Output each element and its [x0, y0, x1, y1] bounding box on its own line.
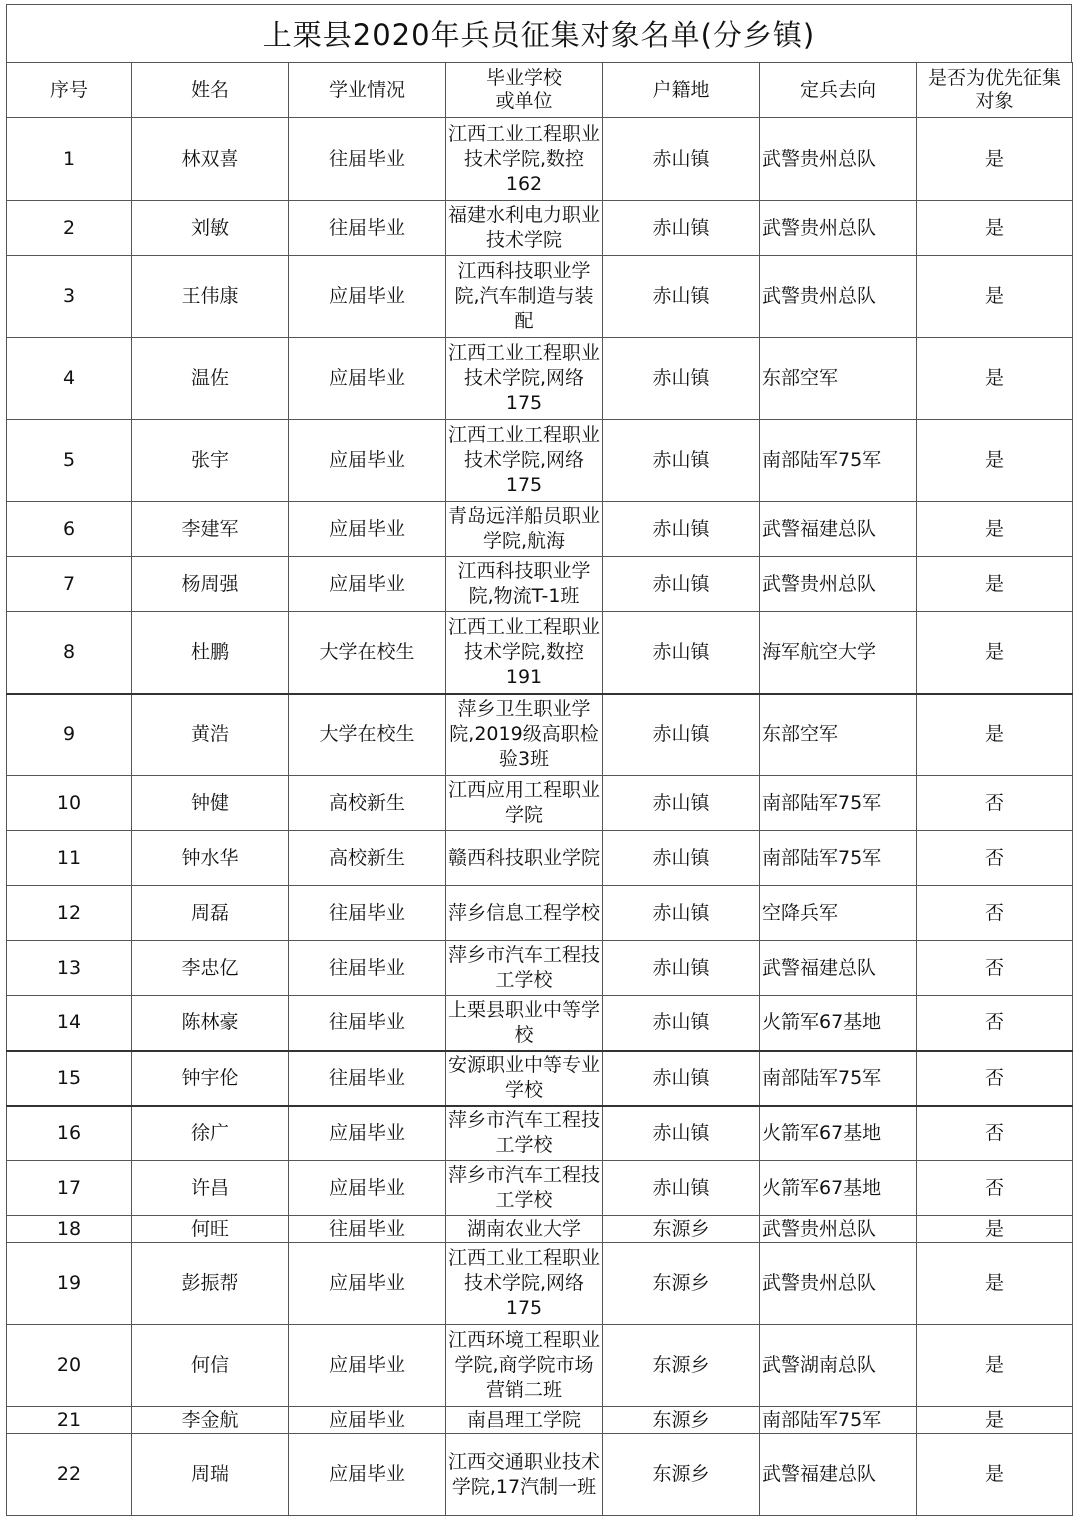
table-header — [7, 63, 1073, 118]
cell-school: 江西工业工程职业技术学院,网络175 — [446, 420, 603, 502]
cell-hukou: 赤山镇 — [603, 612, 760, 694]
header-no: 序号 — [7, 63, 132, 118]
cell-school: 萍乡市汽车工程技工学校 — [446, 1106, 603, 1161]
cell-hukou: 赤山镇 — [603, 338, 760, 420]
cell-hukou: 赤山镇 — [603, 256, 760, 338]
cell-name: 林双喜 — [132, 118, 289, 201]
cell-school: 萍乡卫生职业学院,2019级高职检验3班 — [446, 694, 603, 776]
cell-name: 温佐 — [132, 338, 289, 420]
cell-school: 南昌理工学院 — [446, 1407, 603, 1434]
cell-status: 应届毕业 — [289, 502, 446, 557]
cell-hukou: 东源乡 — [603, 1243, 760, 1325]
cell-priority: 是 — [917, 338, 1073, 420]
cell-school: 江西工业工程职业技术学院,网络175 — [446, 338, 603, 420]
cell-priority: 是 — [917, 1243, 1073, 1325]
cell-priority: 是 — [917, 1434, 1073, 1516]
cell-priority: 否 — [917, 1051, 1073, 1106]
cell-name: 周磊 — [132, 886, 289, 941]
table-row — [7, 1434, 1073, 1516]
cell-dest: 武警福建总队 — [760, 941, 917, 996]
cell-school: 萍乡市汽车工程技工学校 — [446, 1161, 603, 1216]
cell-no: 19 — [7, 1243, 132, 1325]
table-row — [7, 502, 1073, 557]
cell-no: 22 — [7, 1434, 132, 1516]
cell-name: 周瑞 — [132, 1434, 289, 1516]
table-row — [7, 201, 1073, 256]
cell-no: 6 — [7, 502, 132, 557]
cell-no: 14 — [7, 996, 132, 1051]
cell-name: 何旺 — [132, 1216, 289, 1243]
cell-school: 江西科技职业学院,汽车制造与装配 — [446, 256, 603, 338]
cell-hukou: 赤山镇 — [603, 1161, 760, 1216]
table-row — [7, 886, 1073, 941]
cell-no: 11 — [7, 831, 132, 886]
cell-status: 往届毕业 — [289, 1216, 446, 1243]
roster-sheet — [6, 4, 1072, 1516]
cell-status: 往届毕业 — [289, 118, 446, 201]
cell-school: 江西交通职业技术学院,17汽制一班 — [446, 1434, 603, 1516]
cell-name: 李忠亿 — [132, 941, 289, 996]
cell-dest: 武警贵州总队 — [760, 557, 917, 612]
cell-school: 福建水利电力职业技术学院 — [446, 201, 603, 256]
cell-hukou: 赤山镇 — [603, 1106, 760, 1161]
cell-name: 黄浩 — [132, 694, 289, 776]
cell-hukou: 赤山镇 — [603, 201, 760, 256]
cell-status: 应届毕业 — [289, 1434, 446, 1516]
cell-no: 4 — [7, 338, 132, 420]
cell-status: 高校新生 — [289, 831, 446, 886]
cell-name: 钟健 — [132, 776, 289, 831]
cell-name: 王伟康 — [132, 256, 289, 338]
cell-status: 大学在校生 — [289, 694, 446, 776]
cell-dest: 武警贵州总队 — [760, 1216, 917, 1243]
table-row — [7, 694, 1073, 776]
cell-hukou: 赤山镇 — [603, 886, 760, 941]
cell-name: 张宇 — [132, 420, 289, 502]
cell-priority: 否 — [917, 831, 1073, 886]
cell-status: 高校新生 — [289, 776, 446, 831]
cell-priority: 是 — [917, 502, 1073, 557]
cell-name: 彭振帮 — [132, 1243, 289, 1325]
header-name: 姓名 — [132, 63, 289, 118]
cell-priority: 是 — [917, 557, 1073, 612]
cell-status: 应届毕业 — [289, 1243, 446, 1325]
cell-hukou: 东源乡 — [603, 1407, 760, 1434]
table-row — [7, 1325, 1073, 1407]
cell-no: 16 — [7, 1106, 132, 1161]
cell-dest: 南部陆军75军 — [760, 1051, 917, 1106]
table-row — [7, 1106, 1073, 1161]
cell-status: 应届毕业 — [289, 1407, 446, 1434]
cell-school: 青岛远洋船员职业学院,航海 — [446, 502, 603, 557]
cell-no: 12 — [7, 886, 132, 941]
cell-dest: 海军航空大学 — [760, 612, 917, 694]
table-row — [7, 1407, 1073, 1434]
cell-status: 应届毕业 — [289, 338, 446, 420]
cell-name: 杜鹏 — [132, 612, 289, 694]
table-body — [7, 118, 1073, 1516]
cell-name: 何信 — [132, 1325, 289, 1407]
cell-hukou: 赤山镇 — [603, 941, 760, 996]
table-row — [7, 612, 1073, 694]
cell-dest: 东部空军 — [760, 338, 917, 420]
cell-school: 江西应用工程职业学院 — [446, 776, 603, 831]
cell-priority: 否 — [917, 886, 1073, 941]
cell-dest: 东部空军 — [760, 694, 917, 776]
cell-dest: 武警福建总队 — [760, 502, 917, 557]
cell-status: 应届毕业 — [289, 557, 446, 612]
cell-priority: 是 — [917, 420, 1073, 502]
cell-hukou: 东源乡 — [603, 1325, 760, 1407]
cell-no: 5 — [7, 420, 132, 502]
cell-dest: 武警贵州总队 — [760, 256, 917, 338]
cell-dest: 南部陆军75军 — [760, 776, 917, 831]
cell-name: 刘敏 — [132, 201, 289, 256]
cell-dest: 南部陆军75军 — [760, 420, 917, 502]
roster-table — [6, 62, 1073, 1516]
cell-name: 陈林豪 — [132, 996, 289, 1051]
cell-hukou: 东源乡 — [603, 1434, 760, 1516]
table-row — [7, 1243, 1073, 1325]
cell-status: 大学在校生 — [289, 612, 446, 694]
cell-dest: 火箭军67基地 — [760, 996, 917, 1051]
cell-school: 上栗县职业中等学校 — [446, 996, 603, 1051]
cell-no: 20 — [7, 1325, 132, 1407]
cell-no: 13 — [7, 941, 132, 996]
cell-name: 李建军 — [132, 502, 289, 557]
cell-no: 8 — [7, 612, 132, 694]
cell-priority: 是 — [917, 1216, 1073, 1243]
cell-dest: 南部陆军75军 — [760, 1407, 917, 1434]
cell-priority: 是 — [917, 201, 1073, 256]
cell-school: 江西科技职业学院,物流T-1班 — [446, 557, 603, 612]
cell-dest: 武警贵州总队 — [760, 201, 917, 256]
cell-status: 往届毕业 — [289, 1051, 446, 1106]
cell-no: 1 — [7, 118, 132, 201]
table-row — [7, 941, 1073, 996]
cell-no: 2 — [7, 201, 132, 256]
cell-school: 江西工业工程职业技术学院,网络175 — [446, 1243, 603, 1325]
cell-no: 9 — [7, 694, 132, 776]
cell-priority: 否 — [917, 996, 1073, 1051]
cell-no: 17 — [7, 1161, 132, 1216]
cell-priority: 否 — [917, 1161, 1073, 1216]
cell-hukou: 赤山镇 — [603, 996, 760, 1051]
cell-no: 15 — [7, 1051, 132, 1106]
cell-status: 应届毕业 — [289, 256, 446, 338]
header-row — [7, 63, 1073, 118]
cell-hukou: 赤山镇 — [603, 420, 760, 502]
cell-status: 往届毕业 — [289, 996, 446, 1051]
cell-priority: 是 — [917, 1325, 1073, 1407]
cell-no: 21 — [7, 1407, 132, 1434]
cell-no: 18 — [7, 1216, 132, 1243]
table-row — [7, 420, 1073, 502]
cell-hukou: 赤山镇 — [603, 831, 760, 886]
cell-priority: 否 — [917, 776, 1073, 831]
cell-status: 应届毕业 — [289, 1325, 446, 1407]
header-dest: 定兵去向 — [760, 63, 917, 118]
cell-dest: 武警湖南总队 — [760, 1325, 917, 1407]
cell-priority: 否 — [917, 941, 1073, 996]
cell-hukou: 赤山镇 — [603, 557, 760, 612]
cell-status: 应届毕业 — [289, 420, 446, 502]
cell-dest: 武警贵州总队 — [760, 1243, 917, 1325]
cell-name: 杨周强 — [132, 557, 289, 612]
header-status: 学业情况 — [289, 63, 446, 118]
cell-school: 湖南农业大学 — [446, 1216, 603, 1243]
cell-dest: 空降兵军 — [760, 886, 917, 941]
table-row — [7, 1216, 1073, 1243]
cell-status: 往届毕业 — [289, 941, 446, 996]
cell-priority: 是 — [917, 694, 1073, 776]
header-hukou: 户籍地 — [603, 63, 760, 118]
cell-school: 江西工业工程职业技术学院,数控162 — [446, 118, 603, 201]
cell-name: 徐广 — [132, 1106, 289, 1161]
table-row — [7, 1161, 1073, 1216]
cell-no: 7 — [7, 557, 132, 612]
table-row — [7, 996, 1073, 1051]
table-row — [7, 118, 1073, 201]
cell-status: 应届毕业 — [289, 1106, 446, 1161]
cell-priority: 是 — [917, 612, 1073, 694]
cell-hukou: 赤山镇 — [603, 776, 760, 831]
cell-name: 许昌 — [132, 1161, 289, 1216]
cell-priority: 是 — [917, 1407, 1073, 1434]
cell-dest: 南部陆军75军 — [760, 831, 917, 886]
cell-dest: 武警福建总队 — [760, 1434, 917, 1516]
cell-name: 钟宇伦 — [132, 1051, 289, 1106]
cell-dest: 武警贵州总队 — [760, 118, 917, 201]
cell-hukou: 东源乡 — [603, 1216, 760, 1243]
header-priority: 是否为优先征集 对象 — [917, 63, 1073, 118]
cell-name: 李金航 — [132, 1407, 289, 1434]
cell-school: 萍乡市汽车工程技工学校 — [446, 941, 603, 996]
cell-name: 钟水华 — [132, 831, 289, 886]
table-row — [7, 256, 1073, 338]
table-row — [7, 1051, 1073, 1106]
table-row — [7, 831, 1073, 886]
cell-priority: 否 — [917, 1106, 1073, 1161]
cell-school: 江西工业工程职业技术学院,数控191 — [446, 612, 603, 694]
cell-dest: 火箭军67基地 — [760, 1161, 917, 1216]
cell-no: 10 — [7, 776, 132, 831]
page-title: 上栗县2020年兵员征集对象名单(分乡镇) — [6, 4, 1072, 62]
cell-status: 往届毕业 — [289, 886, 446, 941]
cell-status: 往届毕业 — [289, 201, 446, 256]
cell-hukou: 赤山镇 — [603, 1051, 760, 1106]
table-row — [7, 557, 1073, 612]
cell-school: 江西环境工程职业学院,商学院市场营销二班 — [446, 1325, 603, 1407]
cell-status: 应届毕业 — [289, 1161, 446, 1216]
cell-priority: 是 — [917, 118, 1073, 201]
cell-hukou: 赤山镇 — [603, 118, 760, 201]
cell-school: 赣西科技职业学院 — [446, 831, 603, 886]
cell-school: 萍乡信息工程学校 — [446, 886, 603, 941]
cell-dest: 火箭军67基地 — [760, 1106, 917, 1161]
table-row — [7, 338, 1073, 420]
header-school: 毕业学校 或单位 — [446, 63, 603, 118]
cell-school: 安源职业中等专业学校 — [446, 1051, 603, 1106]
cell-priority: 是 — [917, 256, 1073, 338]
cell-hukou: 赤山镇 — [603, 694, 760, 776]
cell-no: 3 — [7, 256, 132, 338]
table-row — [7, 776, 1073, 831]
cell-hukou: 赤山镇 — [603, 502, 760, 557]
